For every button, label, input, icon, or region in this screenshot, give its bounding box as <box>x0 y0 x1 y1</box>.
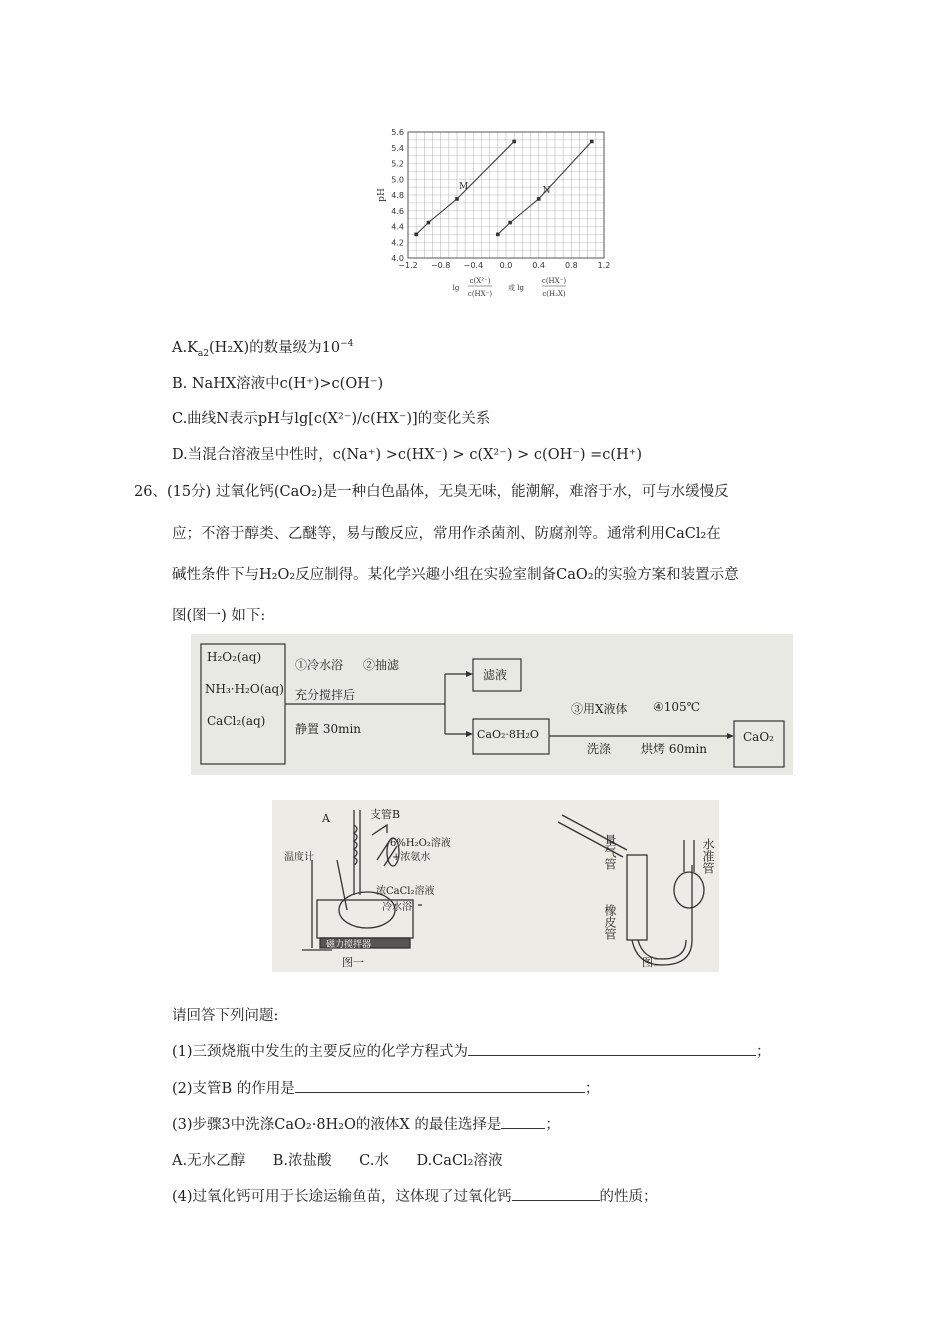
step1c-label: 静置 30min <box>295 722 362 736</box>
q26-line2: 应；不溶于醇类、乙醚等，易与酸反应，常用作杀菌剂、防腐剂等。通常利用CaCl₂在 <box>172 526 721 542</box>
reagent-h2o2: H₂O₂(aq) <box>207 650 262 664</box>
option-d: D.当混合溶液呈中性时，c(Na⁺) >c(HX⁻) > c(X²⁻) > c(OH⁻) =c(H⁺) <box>172 447 643 463</box>
option-c: C.曲线N表示pH与lg[c(X²⁻)/c(HX⁻)]的变化关系 <box>172 411 491 427</box>
q26-line3: 碱性条件下与H₂O₂反应制得。某化学兴趣小组在实验室制备CaO₂的实验方案和装置示意 <box>172 567 739 583</box>
series-point-M <box>512 140 516 144</box>
series-point-N <box>508 221 512 225</box>
series-point-M <box>455 197 459 201</box>
question-3-answer-blank[interactable] <box>501 1114 545 1129</box>
label-a: A <box>322 812 330 825</box>
option-a-sub: a2 <box>197 348 210 359</box>
question-4-text: (4)过氧化钙可用于长途运输鱼苗，这体现了过氧化钙 <box>172 1189 512 1205</box>
x-tick-label: 1.2 <box>597 261 611 270</box>
question-3-end: ； <box>545 1117 560 1133</box>
step1b-label: 充分搅拌后 <box>295 688 356 702</box>
question-4 <box>172 1185 658 1206</box>
y-tick-label: 4.6 <box>391 206 404 216</box>
fig1-caption: 图一 <box>342 956 364 969</box>
step3b-label: 洗涤 <box>587 742 612 756</box>
question-3-options: A.无水乙醇 B.浓盐酸 C.水 D.CaCl₂溶液 <box>172 1153 503 1169</box>
y-tick-label: 5.2 <box>391 159 404 169</box>
option-a-sup: −4 <box>340 339 354 350</box>
y-tick-label: 5.0 <box>391 175 404 185</box>
label-ammonia: +浓氨水 <box>392 852 431 863</box>
question-3 <box>172 1113 560 1134</box>
y-tick-label: 5.4 <box>391 143 404 153</box>
apparatus-figures <box>272 800 719 972</box>
question-2-text: (2)支管B 的作用是 <box>172 1081 295 1097</box>
fig2-caption: 图二 <box>642 956 664 969</box>
step4-label: ④105℃ <box>653 700 701 714</box>
x-tick-label: 0.0 <box>499 261 513 270</box>
label-cold-bath: 冷水浴 <box>382 902 412 913</box>
y-tick-label: 4.8 <box>391 191 404 200</box>
step3-label: ③用X液体 <box>571 702 628 716</box>
filtrate-box: 滤液 <box>483 668 508 682</box>
x-tick-label: −0.8 <box>430 261 451 270</box>
solid-box: CaO₂·8H₂O <box>477 728 539 741</box>
ph-chart-svg <box>368 124 623 314</box>
series-label-N: N <box>542 185 551 196</box>
series-point-M <box>414 233 418 237</box>
reagent-cacl2: CaCl₂(aq) <box>207 714 266 728</box>
label-gas-tube: 量气管 <box>603 834 617 870</box>
option-a-rest: (H₂X)的数量级为10 <box>209 340 341 356</box>
x-tick-label: −1.2 <box>398 261 418 270</box>
y-tick-label: 4.4 <box>391 222 404 232</box>
x-label-or: 或 lg <box>508 284 524 292</box>
ph-chart <box>368 124 623 314</box>
x-label-frac2-den: c(H₂X) <box>542 290 566 298</box>
y-axis-label: pH <box>377 188 387 202</box>
x-tick-label: 0.4 <box>532 261 546 270</box>
x-tick-label: −0.4 <box>463 261 484 270</box>
reagent-ammonia: NH₃·H₂O(aq) <box>205 682 284 696</box>
step1-label: ①冷水浴 <box>295 658 344 672</box>
question-4-end: 的性质； <box>599 1189 658 1205</box>
option-b: B. NaHX溶液中c(H⁺)>c(OH⁻) <box>172 376 384 392</box>
x-label-frac1-num: c(X²⁻) <box>469 277 491 285</box>
question-2 <box>172 1077 599 1098</box>
y-tick-label: 4.2 <box>391 238 404 248</box>
label-level-tube: 水准管 <box>701 838 715 874</box>
x-tick-label: 0.8 <box>564 261 578 270</box>
step2-label: ②抽滤 <box>363 658 400 672</box>
question-1 <box>172 1040 771 1061</box>
question-2-end: ； <box>584 1081 600 1097</box>
x-label-frac2-num: c(HX⁻) <box>541 277 567 285</box>
q26-line1: 26、(15分) 过氧化钙(CaO₂)是一种白色晶体，无臭无味，能潮解，难溶于水，可与水缓慢反 <box>134 484 729 500</box>
series-point-N <box>590 140 594 144</box>
label-h2o2: 6%H₂O₂溶液 <box>390 838 451 849</box>
series-label-M: M <box>459 181 469 192</box>
y-tick-label: 4.0 <box>391 254 404 263</box>
label-branch-b: 支管B <box>370 808 401 821</box>
questions-intro: 请回答下列问题: <box>172 1008 279 1024</box>
label-cacl2: 浓CaCl₂溶液 <box>376 886 435 897</box>
question-1-text: (1)三颈烧瓶中发生的主要反应的化学方程式为 <box>172 1044 469 1060</box>
question-1-end: ； <box>756 1044 771 1060</box>
series-point-N <box>537 197 541 201</box>
question-3-text: (3)步骤3中洗涤CaO₂·8H₂O的液体X 的最佳选择是 <box>172 1117 502 1133</box>
label-rubber-tube: 橡皮管 <box>603 904 617 940</box>
option-a <box>172 336 353 359</box>
question-4-answer-blank[interactable] <box>512 1186 600 1201</box>
y-tick-label: 5.6 <box>391 128 404 137</box>
series-point-M <box>427 221 431 225</box>
question-2-answer-blank[interactable] <box>295 1078 585 1093</box>
step4b-label: 烘烤 60min <box>641 742 708 756</box>
label-stirrer: 磁力搅拌器 <box>326 940 372 950</box>
q26-line4: 图(图一) 如下: <box>172 608 266 624</box>
flow-diagram <box>191 634 793 775</box>
option-a-text: A.K <box>172 340 198 356</box>
question-1-answer-blank[interactable] <box>468 1041 756 1056</box>
label-thermometer: 温度计 <box>284 852 314 863</box>
x-label-frac1-den: c(HX⁻) <box>467 290 493 298</box>
product-box: CaO₂ <box>743 730 774 744</box>
series-point-N <box>496 233 500 237</box>
x-label-lg: lg <box>452 284 460 292</box>
